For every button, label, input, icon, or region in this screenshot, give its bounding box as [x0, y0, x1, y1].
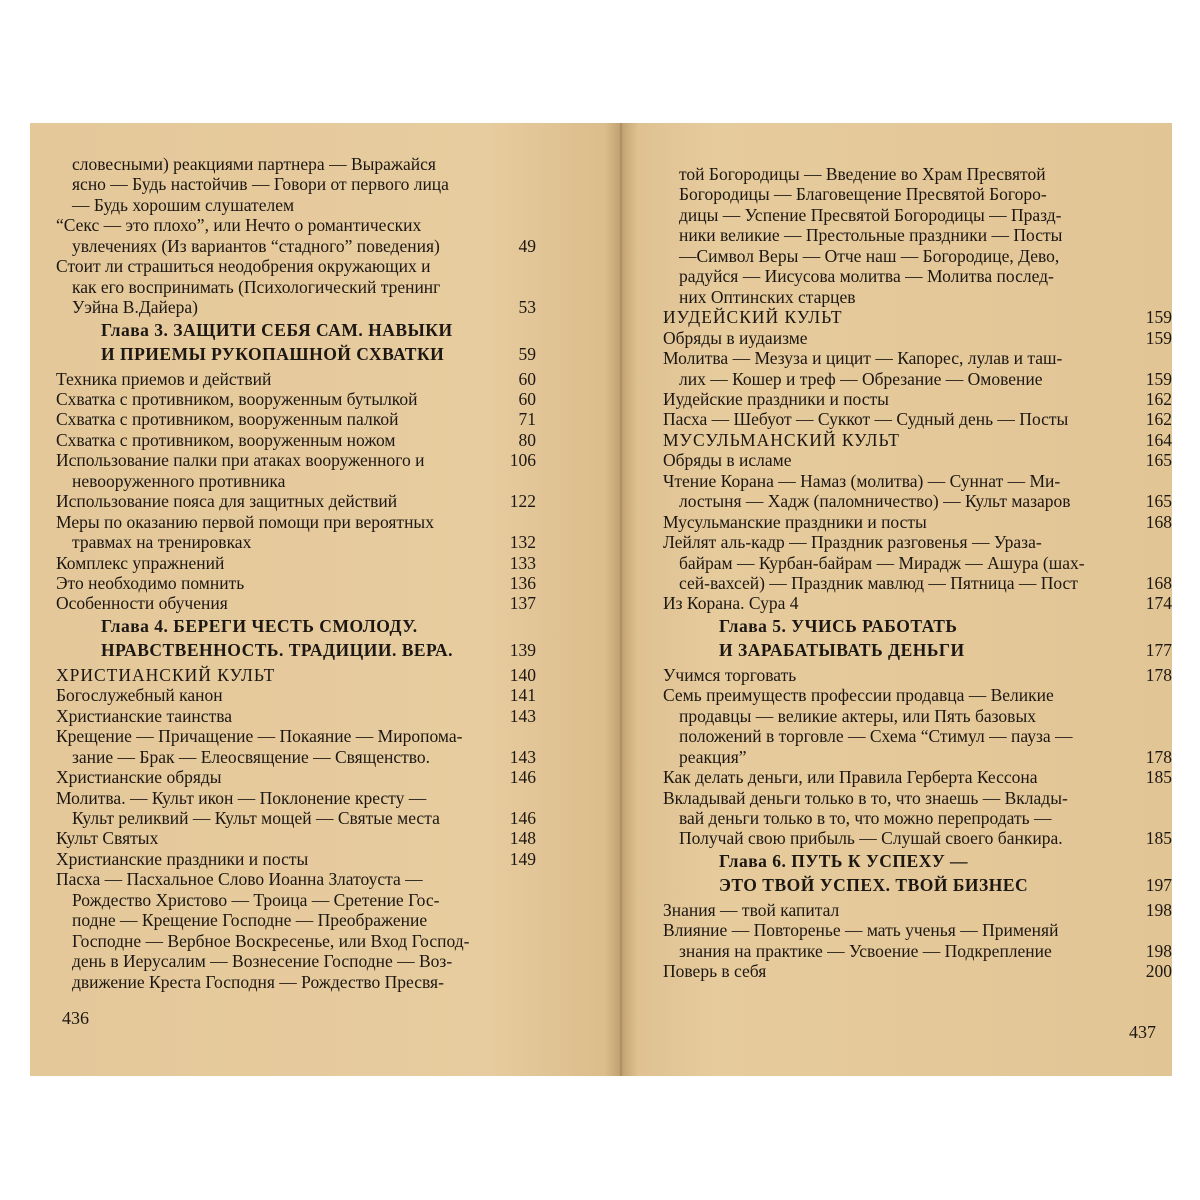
- toc-entry-text: Христианские обряды: [56, 767, 222, 788]
- toc-page-number: 140: [509, 664, 536, 685]
- toc-entry-text: радуйся — Иисусова молитва — Молитва послед-: [679, 266, 1054, 287]
- toc-line: [663, 512, 1172, 533]
- toc-line: [663, 961, 1172, 982]
- toc-line: [679, 164, 1172, 185]
- toc-page-number: 60: [518, 368, 536, 389]
- toc-page-number: 164: [1145, 429, 1172, 450]
- toc-line: [679, 184, 1172, 205]
- toc-entry-text: Молитва. — Культ икон — Поклонение кресту —: [56, 787, 427, 808]
- toc-line: [679, 808, 1172, 829]
- book-spread: [30, 123, 1172, 1076]
- toc-entry-text: Глава 3. ЗАЩИТИ СЕБЯ САМ. НАВЫКИ: [101, 319, 453, 340]
- toc-entry-text: дицы — Успение Пресвятой Богородицы — Празд-: [679, 204, 1062, 225]
- toc-line: [72, 277, 536, 298]
- toc-line: [663, 593, 1172, 614]
- toc-line: [56, 389, 536, 410]
- toc-line: [72, 195, 536, 216]
- toc-entry-text: Рождество Христово — Троица — Сретение Гос-: [72, 889, 440, 910]
- toc-page-number: 162: [1145, 409, 1172, 430]
- toc-line: [72, 174, 536, 195]
- toc-page-number: 198: [1145, 899, 1172, 920]
- toc-page-number: 146: [509, 767, 536, 788]
- toc-chapter-line: [719, 851, 1172, 872]
- toc-chapter-line: [101, 640, 536, 661]
- toc-entry-text: зание — Брак — Елеосвящение — Священство.: [72, 746, 431, 767]
- toc-line: [663, 389, 1172, 410]
- toc-line: [663, 788, 1172, 809]
- toc-line: [56, 450, 536, 471]
- toc-entry-text: Поверь в себя: [663, 961, 767, 982]
- toc-entry-text: — Будь хорошим слушателем: [72, 194, 295, 215]
- toc-line: [56, 726, 536, 747]
- toc-section-line: [56, 665, 536, 686]
- toc-line: [679, 828, 1172, 849]
- toc-line: [56, 849, 536, 870]
- toc-entry-text: Получай свою прибыль — Слушай своего банкира.: [679, 828, 1063, 849]
- toc-page-number: 178: [1145, 664, 1172, 685]
- toc-line: [663, 685, 1172, 706]
- toc-entry-text: продавцы — великие актеры, или Пять базовых: [679, 705, 1036, 726]
- toc-page-number: 133: [509, 552, 536, 573]
- toc-page-number: 80: [518, 429, 536, 450]
- toc-page-number: 198: [1145, 940, 1172, 961]
- toc-entry-text: НРАВСТВЕННОСТЬ. ТРАДИЦИИ. ВЕРА.: [101, 640, 454, 661]
- toc-entry-text: Господне — Вербное Воскресенье, или Вход Господ-: [72, 930, 470, 951]
- toc-page-number: 149: [509, 848, 536, 869]
- toc-entry-text: Учимся торговать: [663, 664, 797, 685]
- toc-entry-text: Глава 5. УЧИСЬ РАБОТАТЬ: [719, 615, 958, 636]
- toc-entry-text: Вкладывай деньги только в то, что знаешь — Вклады-: [663, 787, 1068, 808]
- toc-page-number: 159: [1145, 368, 1172, 389]
- toc-entry-text: Молитва — Мезуза и цицит — Капорес, лулав и таш-: [663, 348, 1063, 369]
- toc-line: [72, 532, 536, 553]
- toc-line: [663, 532, 1172, 553]
- toc-line: [679, 287, 1172, 308]
- toc-page-number: 139: [509, 640, 536, 661]
- toc-line: [72, 808, 536, 829]
- toc-line: [56, 706, 536, 727]
- toc-line: [56, 828, 536, 849]
- toc-line: [56, 869, 536, 890]
- toc-entry-text: Использование палки при атаках вооруженного и: [56, 450, 425, 471]
- toc-section-line: [663, 307, 1172, 328]
- toc-line: [679, 225, 1172, 246]
- toc-line: [72, 890, 536, 911]
- toc-page-number: 136: [509, 573, 536, 593]
- toc-line: [56, 573, 536, 594]
- toc-entry-text: травмах на тренировках: [72, 532, 252, 553]
- toc-page-number: 165: [1145, 450, 1172, 471]
- toc-entry-text: Использование пояса для защитных действий: [56, 491, 398, 512]
- toc-entry-text: Уэйна В.Дайера): [72, 297, 199, 318]
- toc-line: [663, 328, 1172, 349]
- toc-line: [56, 491, 536, 512]
- toc-page-number: 53: [518, 297, 536, 318]
- toc-line: [679, 747, 1172, 768]
- toc-entry-text: Христианские праздники и посты: [56, 848, 309, 869]
- toc-chapter-line: [719, 875, 1172, 896]
- toc-line: [56, 767, 536, 788]
- toc-line: [72, 747, 536, 768]
- right-page: [637, 123, 1172, 1076]
- toc-line: [72, 471, 536, 492]
- toc-entry-text: Как делать деньги, или Правила Герберта Кессона: [663, 767, 1038, 788]
- toc-line: [679, 553, 1172, 574]
- toc-line: [679, 266, 1172, 287]
- toc-entry-text: невооруженного противника: [72, 470, 286, 491]
- toc-line: [679, 573, 1172, 594]
- toc-entry-text: Техника приемов и действий: [56, 368, 272, 389]
- toc-entry-text: —Символ Веры — Отче наш — Богородице, Дево,: [679, 245, 1060, 266]
- toc-entry-text: Стоит ли страшиться неодобрения окружающих и: [56, 256, 431, 277]
- toc-page-number: 185: [1145, 828, 1172, 849]
- toc-entry-text: Меры по оказанию первой помощи при вероятных: [56, 511, 434, 532]
- toc-line: [72, 154, 536, 175]
- toc-entry-text: день в Иерусалим — Вознесение Господне — Воз-: [72, 951, 453, 972]
- toc-entry-text: как его воспринимать (Психологический тренинг: [72, 276, 441, 297]
- toc-line: [72, 236, 536, 257]
- toc-line: [663, 348, 1172, 369]
- toc-entry-text: Влияние — Повторенье — мать ученья — Применяй: [663, 920, 1059, 941]
- toc-entry-text: положений в торговле — Схема “Стимул — пауза —: [679, 726, 1073, 747]
- toc-line: [72, 972, 536, 993]
- toc-page-number: 59: [518, 344, 536, 365]
- toc-line: [56, 256, 536, 277]
- toc-line: [679, 246, 1172, 267]
- toc-entry-text: Особенности обучения: [56, 593, 228, 614]
- toc-entry-text: Обряды в исламе: [663, 450, 792, 471]
- toc-page-number: 71: [518, 409, 536, 430]
- toc-entry-text: реакция”: [679, 746, 747, 767]
- toc-line: [663, 920, 1172, 941]
- page-number-left: 436: [62, 1008, 89, 1028]
- toc-page-number: 143: [509, 746, 536, 767]
- toc-page-number: 159: [1145, 307, 1172, 328]
- toc-entry-text: МУСУЛЬМАНСКИЙ КУЛЬТ: [663, 429, 900, 450]
- toc-page-number: 143: [509, 705, 536, 726]
- toc-line: [56, 369, 536, 390]
- toc-chapter-line: [101, 344, 536, 365]
- toc-page-number: 141: [509, 685, 536, 706]
- toc-line: [663, 900, 1172, 921]
- left-page: [30, 123, 605, 1076]
- toc-line: [679, 941, 1172, 962]
- toc-entry-text: ясно — Будь настойчив — Говори от первого лица: [72, 174, 449, 195]
- toc-entry-text: И ПРИЕМЫ РУКОПАШНОЙ СХВАТКИ: [101, 344, 445, 365]
- toc-line: [663, 665, 1172, 686]
- toc-line: [663, 471, 1172, 492]
- toc-chapter-line: [101, 320, 536, 341]
- toc-page-number: 168: [1145, 573, 1172, 593]
- toc-chapter-line: [719, 640, 1172, 661]
- toc-entry-text: И ЗАРАБАТЫВАТЬ ДЕНЬГИ: [719, 640, 965, 661]
- toc-entry-text: “Секс — это плохо”, или Нечто о романтических: [56, 215, 422, 236]
- toc-entry-text: сей-вахсей) — Праздник мавлюд — Пятница — Пост: [679, 573, 1078, 593]
- toc-entry-text: Глава 4. БЕРЕГИ ЧЕСТЬ СМОЛОДУ.: [101, 615, 418, 636]
- toc-entry-text: увлечениях (Из вариантов “стадного” поведения): [72, 235, 440, 256]
- toc-line: [56, 788, 536, 809]
- toc-entry-text: Богослужебный канон: [56, 685, 223, 706]
- toc-entry-text: Лейлят аль-кадр — Праздник разговенья — Ураза-: [663, 532, 1042, 553]
- toc-entry-text: Пасха — Шебуот — Суккот — Судный день — Посты: [663, 409, 1069, 430]
- toc-entry-text: Чтение Корана — Намаз (молитва) — Суннат — Ми-: [663, 470, 1061, 491]
- toc-entry-text: той Богородицы — Введение во Храм Пресвятой: [679, 164, 1046, 184]
- toc-page-number: 197: [1145, 875, 1172, 896]
- toc-line: [72, 297, 536, 318]
- toc-line: [679, 369, 1172, 390]
- toc-page-number: 174: [1145, 593, 1172, 614]
- toc-line: [56, 553, 536, 574]
- toc-line: [663, 767, 1172, 788]
- toc-page-number: 185: [1145, 767, 1172, 788]
- toc-entry-text: Христианские таинства: [56, 705, 233, 726]
- toc-line: [56, 215, 536, 236]
- toc-entry-text: вай деньги только в то, что можно перепродать —: [679, 807, 1052, 828]
- toc-entry-text: Семь преимуществ профессии продавца — Великие: [663, 685, 1054, 706]
- toc-entry-text: Иудейские праздники и посты: [663, 388, 889, 409]
- toc-entry-text: лих — Кошер и треф — Обрезание — Омовение: [679, 368, 1043, 389]
- toc-line: [56, 430, 536, 451]
- toc-entry-text: подне — Крещение Господне — Преображение: [72, 910, 428, 931]
- toc-line: [56, 593, 536, 614]
- toc-section-line: [663, 430, 1172, 451]
- toc-line: [72, 931, 536, 952]
- toc-entry-text: Комплекс упражнений: [56, 552, 225, 573]
- toc-entry-text: ники великие — Престольные праздники — Посты: [679, 225, 1063, 246]
- toc-line: [72, 910, 536, 931]
- toc-page-number: 165: [1145, 491, 1172, 512]
- toc-line: [663, 409, 1172, 430]
- toc-entry-text: ЭТО ТВОЙ УСПЕХ. ТВОЙ БИЗНЕС: [719, 875, 1029, 896]
- toc-entry-text: байрам — Курбан-байрам — Мирадж — Ашура (шах-: [679, 552, 1085, 573]
- toc-page-number: 146: [509, 807, 536, 828]
- toc-page-number: 49: [518, 235, 536, 256]
- toc-entry-text: движение Креста Господня — Рождество Пресвя-: [72, 971, 444, 992]
- toc-entry-text: Крещение — Причащение — Покаяние — Миропома-: [56, 726, 463, 747]
- toc-line: [679, 205, 1172, 226]
- toc-entry-text: ИУДЕЙСКИЙ КУЛЬТ: [663, 307, 843, 328]
- toc-entry-text: них Оптинских старцев: [679, 286, 856, 307]
- toc-entry-text: Из Корана. Сура 4: [663, 593, 799, 614]
- toc-page-number: 159: [1145, 327, 1172, 348]
- toc-entry-text: Мусульманские праздники и посты: [663, 511, 927, 532]
- toc-page-number: 122: [509, 491, 536, 512]
- book-gutter: [604, 123, 638, 1076]
- toc-entry-text: Обряды в иудаизме: [663, 327, 808, 348]
- toc-entry-text: Схватка с противником, вооруженным бутылкой: [56, 388, 418, 409]
- toc-entry-text: Культ реликвий — Культ мощей — Святые места: [72, 807, 440, 828]
- toc-entry-text: словесными) реакциями партнера — Выражайся: [72, 154, 436, 174]
- toc-entry-text: Схватка с противником, вооруженным палкой: [56, 409, 399, 430]
- toc-page-number: 162: [1145, 388, 1172, 409]
- toc-line: [56, 685, 536, 706]
- toc-line: [663, 450, 1172, 471]
- toc-page-number: 148: [509, 828, 536, 849]
- toc-chapter-line: [719, 616, 1172, 637]
- toc-entry-text: Схватка с противником, вооруженным ножом: [56, 429, 396, 450]
- toc-page-number: 132: [509, 532, 536, 553]
- toc-line: [56, 512, 536, 533]
- toc-entry-text: Пасха — Пасхальное Слово Иоанна Златоуста —: [56, 869, 423, 890]
- toc-entry-text: Знания — твой капитал: [663, 899, 840, 920]
- toc-page-number: 137: [509, 593, 536, 614]
- toc-line: [72, 951, 536, 972]
- page-number-right: 437: [1129, 1022, 1156, 1042]
- toc-entry-text: ХРИСТИАНСКИЙ КУЛЬТ: [56, 664, 276, 685]
- toc-entry-text: Культ Святых: [56, 828, 159, 849]
- toc-page-number: 178: [1145, 746, 1172, 767]
- toc-entry-text: лостыня — Хадж (паломничество) — Культ мазаров: [679, 491, 1071, 512]
- toc-entry-text: Это необходимо помнить: [56, 573, 245, 593]
- toc-page-number: 200: [1145, 961, 1172, 982]
- toc-chapter-line: [101, 616, 536, 637]
- toc-line: [679, 706, 1172, 727]
- toc-line: [679, 491, 1172, 512]
- toc-line: [56, 409, 536, 430]
- toc-entry-text: Глава 6. ПУТЬ К УСПЕХУ —: [719, 850, 969, 871]
- toc-page-number: 168: [1145, 511, 1172, 532]
- toc-line: [679, 726, 1172, 747]
- toc-entry-text: Богородицы — Благовещение Пресвятой Богоро-: [679, 184, 1047, 205]
- toc-page-number: 106: [509, 450, 536, 471]
- toc-entry-text: знания на практике — Усвоение — Подкрепление: [679, 940, 1052, 961]
- toc-page-number: 177: [1145, 640, 1172, 661]
- toc-page-number: 60: [518, 388, 536, 409]
